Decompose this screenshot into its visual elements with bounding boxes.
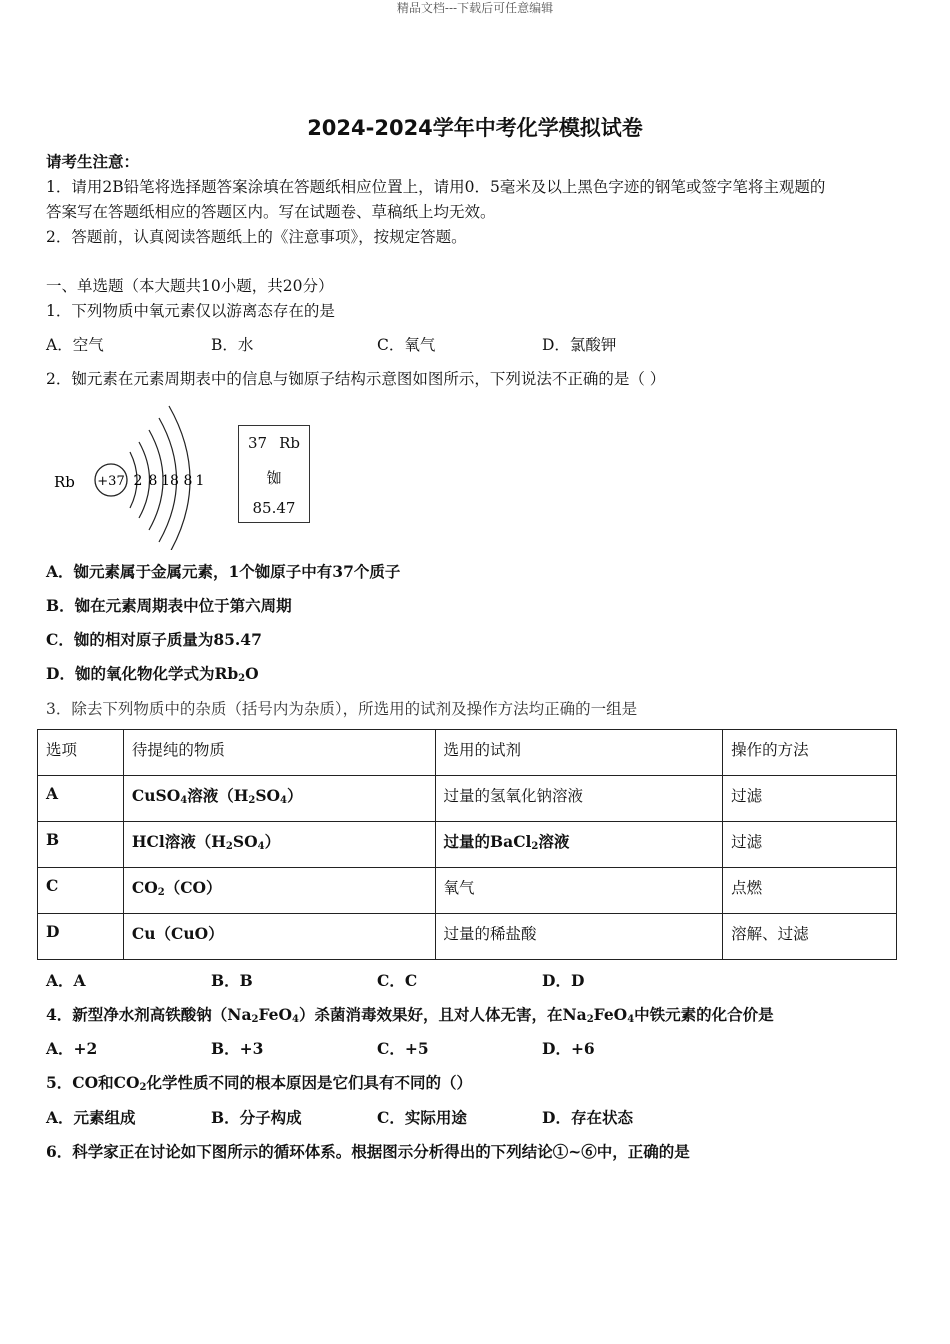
q3-stem: 3．除去下列物质中的杂质（括号内为杂质），所选用的试剂及操作方法均正确的一组是 <box>46 700 638 718</box>
row-substance: CuSO$_4$溶液$(H_2SO_4)$ <box>123 776 435 822</box>
q6-stem: 6．科学家正在讨论如下图所示的循环体系。根据图示分析得出的下列结论①~⑥中，正确的是 <box>46 1142 690 1161</box>
atomic-number: 37 <box>248 434 268 452</box>
atom-structure-diagram <box>46 400 216 550</box>
table-row <box>38 914 897 960</box>
row-method: 过滤 <box>723 776 897 822</box>
header-option: 选项 <box>38 730 124 776</box>
q1-option-c: C．氧气 <box>377 336 436 354</box>
header-substance: 待提纯的物质 <box>123 730 435 776</box>
row-method: 过滤 <box>723 822 897 868</box>
row-method: 溶解、过滤 <box>723 914 897 960</box>
row-option: D <box>38 914 124 960</box>
row-substance: HCl溶液$(H_2SO_4)$ <box>123 822 435 868</box>
q1-option-a: A．空气 <box>46 336 104 354</box>
header-reagent: 选用的试剂 <box>435 730 723 776</box>
q4-option-b: B．+3 <box>211 1039 264 1058</box>
q5-option-a: A．元素组成 <box>46 1108 136 1127</box>
periodic-table-cell <box>238 425 310 523</box>
row-reagent: 过量的氢氧化钠溶液 <box>435 776 723 822</box>
row-reagent: 氧气 <box>435 868 723 914</box>
shell-electrons-4: 8 <box>183 473 193 489</box>
q3-option-c: C．C <box>377 971 418 990</box>
q2-option-a: A．铷元素属于金属元素，1个铷原子中有37个质子 <box>46 562 401 581</box>
row-option: C <box>38 868 124 914</box>
row-method: 点燃 <box>723 868 897 914</box>
q2-option-d: D．铷的氧化物化学式为$Rb_2O$ <box>46 664 259 684</box>
q2-option-c: C．铷的相对原子质量为85.47 <box>46 630 262 649</box>
table-row <box>38 776 897 822</box>
q4-option-c: C．+5 <box>377 1039 429 1058</box>
q3-option-b: B．B <box>211 971 253 990</box>
row-option: A <box>38 776 124 822</box>
shell-electrons-3: 18 <box>161 473 179 489</box>
row-reagent: 过量的稀盐酸 <box>435 914 723 960</box>
table-row <box>38 868 897 914</box>
row-substance: $CO_2(CO)$ <box>123 868 435 914</box>
atom-symbol: Rb <box>54 473 75 491</box>
q5-stem: 5．CO和$CO_2$化学性质不同的根本原因是它们具有不同的（） <box>46 1073 472 1093</box>
q4-option-a: A．+2 <box>46 1039 98 1058</box>
q3-table <box>37 729 897 960</box>
notice-line-1: 1．请用2B铅笔将选择题答案涂填在答题纸相应位置上，请用0．5毫米及以上黑色字迹的钢笔或签字笔将主观题的 <box>46 178 826 196</box>
table-header-row <box>38 730 897 776</box>
q2-option-b: B．铷在元素周期表中位于第六周期 <box>46 596 292 615</box>
q3-option-d: D．D <box>542 971 585 990</box>
q5-option-d: D．存在状态 <box>542 1108 633 1127</box>
row-substance: Cu（CuO） <box>123 914 435 960</box>
notice-line-2: 答案写在答题纸相应的答题区内。写在试题卷、草稿纸上均无效。 <box>46 203 496 221</box>
shell-electrons-2: 8 <box>148 473 158 489</box>
element-symbol: Rb <box>279 434 300 452</box>
row-reagent: 过量的BaCl$_2$溶液 <box>435 822 723 868</box>
q1-stem: 1．下列物质中氧元素仅以游离态存在的是 <box>46 302 335 320</box>
q3-option-a: A．A <box>46 971 86 990</box>
q5-option-c: C．实际用途 <box>377 1108 467 1127</box>
atomic-mass: 85.47 <box>252 499 296 517</box>
q1-option-d: D．氯酸钾 <box>542 336 617 354</box>
notice-heading: 请考生注意： <box>46 152 140 171</box>
q1-option-b: B．水 <box>211 336 254 354</box>
q2-stem: 2．铷元素在元素周期表中的信息与铷原子结构示意图如图所示，下列说法不正确的是（ ） <box>46 370 666 388</box>
element-name: 铷 <box>266 469 282 487</box>
q4-stem: 4．新型净水剂高铁酸钠$(Na_2FeO_4)$杀菌消毒效果好，且对人体无害，在$Na_2FeO_4$中铁元素的化合价是 <box>46 1005 774 1025</box>
q4-option-d: D．+6 <box>542 1039 595 1058</box>
section-heading: 一、单选题（本大题共10小题，共20分） <box>46 277 334 295</box>
header-method: 操作的方法 <box>723 730 897 776</box>
table-row <box>38 822 897 868</box>
watermark: 精品文档---下载后可任意编辑 <box>396 1 554 15</box>
row-option: B <box>38 822 124 868</box>
nucleus-charge: +37 <box>97 474 125 489</box>
page-title: 2024-2024学年中考化学模拟试卷 <box>307 116 643 140</box>
shell-electrons-5: 1 <box>195 473 205 489</box>
q5-option-b: B．分子构成 <box>211 1108 302 1127</box>
notice-line-3: 2．答题前，认真阅读答题纸上的《注意事项》，按规定答题。 <box>46 228 467 246</box>
shell-electrons-1: 2 <box>133 473 143 489</box>
